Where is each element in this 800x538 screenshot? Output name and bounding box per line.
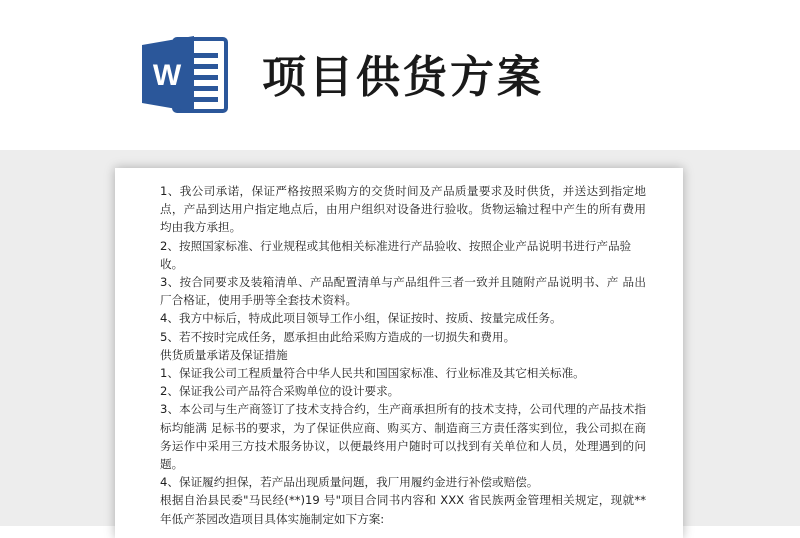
- paragraph: 5、若不按时完成任务，愿承担由此给采购方造成的一切损失和费用。: [160, 329, 516, 344]
- section-heading: 供货质量承诺及保证措施: [160, 347, 288, 362]
- paragraph: 4、保证履约担保，若产品出现质量问题，我厂用履约金进行补偿或赔偿。: [160, 475, 539, 490]
- word-document-icon: [138, 33, 238, 115]
- paragraph: 3、按合同要求及装箱清单、产品配置清单与产品组件三者一致并且随附产品说明书、产 品出厂合格证，使用手册等全套技术资料。: [160, 275, 646, 308]
- header-banner: [0, 0, 800, 150]
- paragraph: 4、我方中标后，特成此项目领导工作小组，保证按时、按质、按量完成任务。: [160, 311, 562, 326]
- document-page: [115, 168, 683, 538]
- paragraph: 2、按照国家标准、行业规程或其他相关标准进行产品验收、按照企业产品说明书进行产品验收。: [160, 238, 632, 271]
- page-title: 项目供货方案: [262, 52, 544, 103]
- paragraph: 根据自治县民委"马民经(**)19 号"项目合同书内容和 XXX 省民族两金管理相关规定，现就**年低产茶园改造项目具体实施制定如下方案:: [160, 493, 646, 526]
- document-body: [160, 182, 646, 528]
- paragraph: 1、保证我公司工程质量符合中华人民共和国国家标准、行业标准及其它相关标准。: [160, 366, 585, 381]
- paragraph: 3、本公司与生产商签订了技术支持合约，生产商承担所有的技术支持，公司代理的产品技术指标均能满 足标书的要求，为了保证供应商、购买方、制造商三方责任落实到位，我公司拟在商务运作中采用三方技术服务协议，以便最终用户随时可以找到有关单位和人员，处理遇到的问题。: [160, 402, 646, 472]
- word-icon-letter: W: [152, 59, 182, 92]
- paragraph: 2、保证我公司产品符合采购单位的设计要求。: [160, 384, 400, 399]
- paragraph: 1、我公司承诺，保证严格按照采购方的交货时间及产品质量要求及时供货，并送达到指定地点，产品到达用户指定地点后，由用户组织对设备进行验收。货物运输过程中产生的所有费用均由我方承担。: [160, 184, 646, 235]
